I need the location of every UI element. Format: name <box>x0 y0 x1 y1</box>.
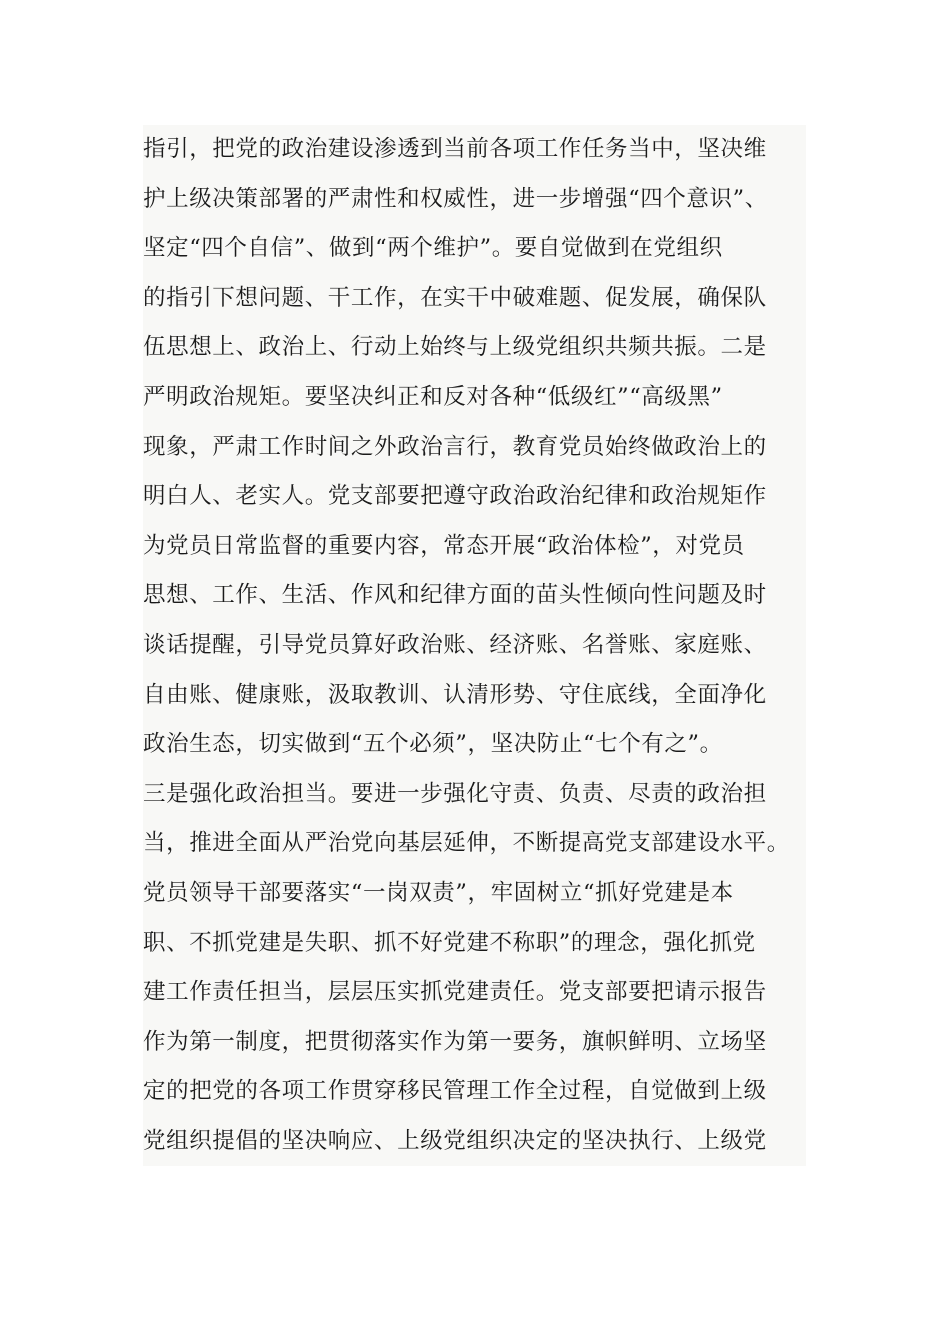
text-line: 明白人、老实人。党支部要把遵守政治政治纪律和政治规矩作 <box>143 483 767 510</box>
text-line: 自由账、健康账，汲取教训、认清形势、守住底线，全面净化 <box>143 681 767 708</box>
text-line: 坚定“四个自信”、做到“两个维护”。要自觉做到在党组织 <box>143 235 723 262</box>
body-text <box>143 125 806 1166</box>
text-line: 当，推进全面从严治党向基层延伸，不断提高党支部建设水平。 <box>143 830 790 857</box>
text-line: 党组织提倡的坚决响应、上级党组织决定的坚决执行、上级党 <box>143 1127 767 1154</box>
text-line: 党员领导干部要落实“一岗双责”，牢固树立“抓好党建是本 <box>143 879 734 906</box>
text-line: 现象，严肃工作时间之外政治言行，教育党员始终做政治上的 <box>143 433 767 460</box>
text-line: 定的把党的各项工作贯穿移民管理工作全过程，自觉做到上级 <box>143 1078 767 1105</box>
text-line: 严明政治规矩。要坚决纠正和反对各种“低级红”“高级黑” <box>143 383 723 410</box>
text-line: 为党员日常监督的重要内容，常态开展“政治体检”，对党员 <box>143 532 745 559</box>
text-line: 作为第一制度，把贯彻落实作为第一要务，旗帜鲜明、立场坚 <box>143 1028 767 1055</box>
text-line: 指引，把党的政治建设渗透到当前各项工作任务当中，坚决维 <box>143 136 767 162</box>
text-line: 政治生态，切实做到“五个必须”，坚决防止“七个有之”。 <box>143 731 723 758</box>
text-line: 建工作责任担当，层层压实抓党建责任。党支部要把请示报告 <box>143 979 767 1006</box>
text-line: 职、不抓党建是失职、抓不好党建不称职”的理念，强化抓党 <box>143 929 756 956</box>
text-line: 护上级决策部署的严肃性和权威性，进一步增强“四个意识”、 <box>143 185 768 212</box>
text-line: 三是强化政治担当。要进一步强化守责、负责、尽责的政治担 <box>143 780 767 807</box>
text-line: 的指引下想问题、干工作，在实干中破难题、促发展，确保队 <box>143 284 767 311</box>
text-line: 思想、工作、生活、作风和纪律方面的苗头性倾向性问题及时 <box>143 582 767 609</box>
text-line: 伍思想上、政治上、行动上始终与上级党组织共频共振。二是 <box>143 334 767 361</box>
text-line: 谈话提醒，引导党员算好政治账、经济账、名誉账、家庭账、 <box>143 631 767 658</box>
